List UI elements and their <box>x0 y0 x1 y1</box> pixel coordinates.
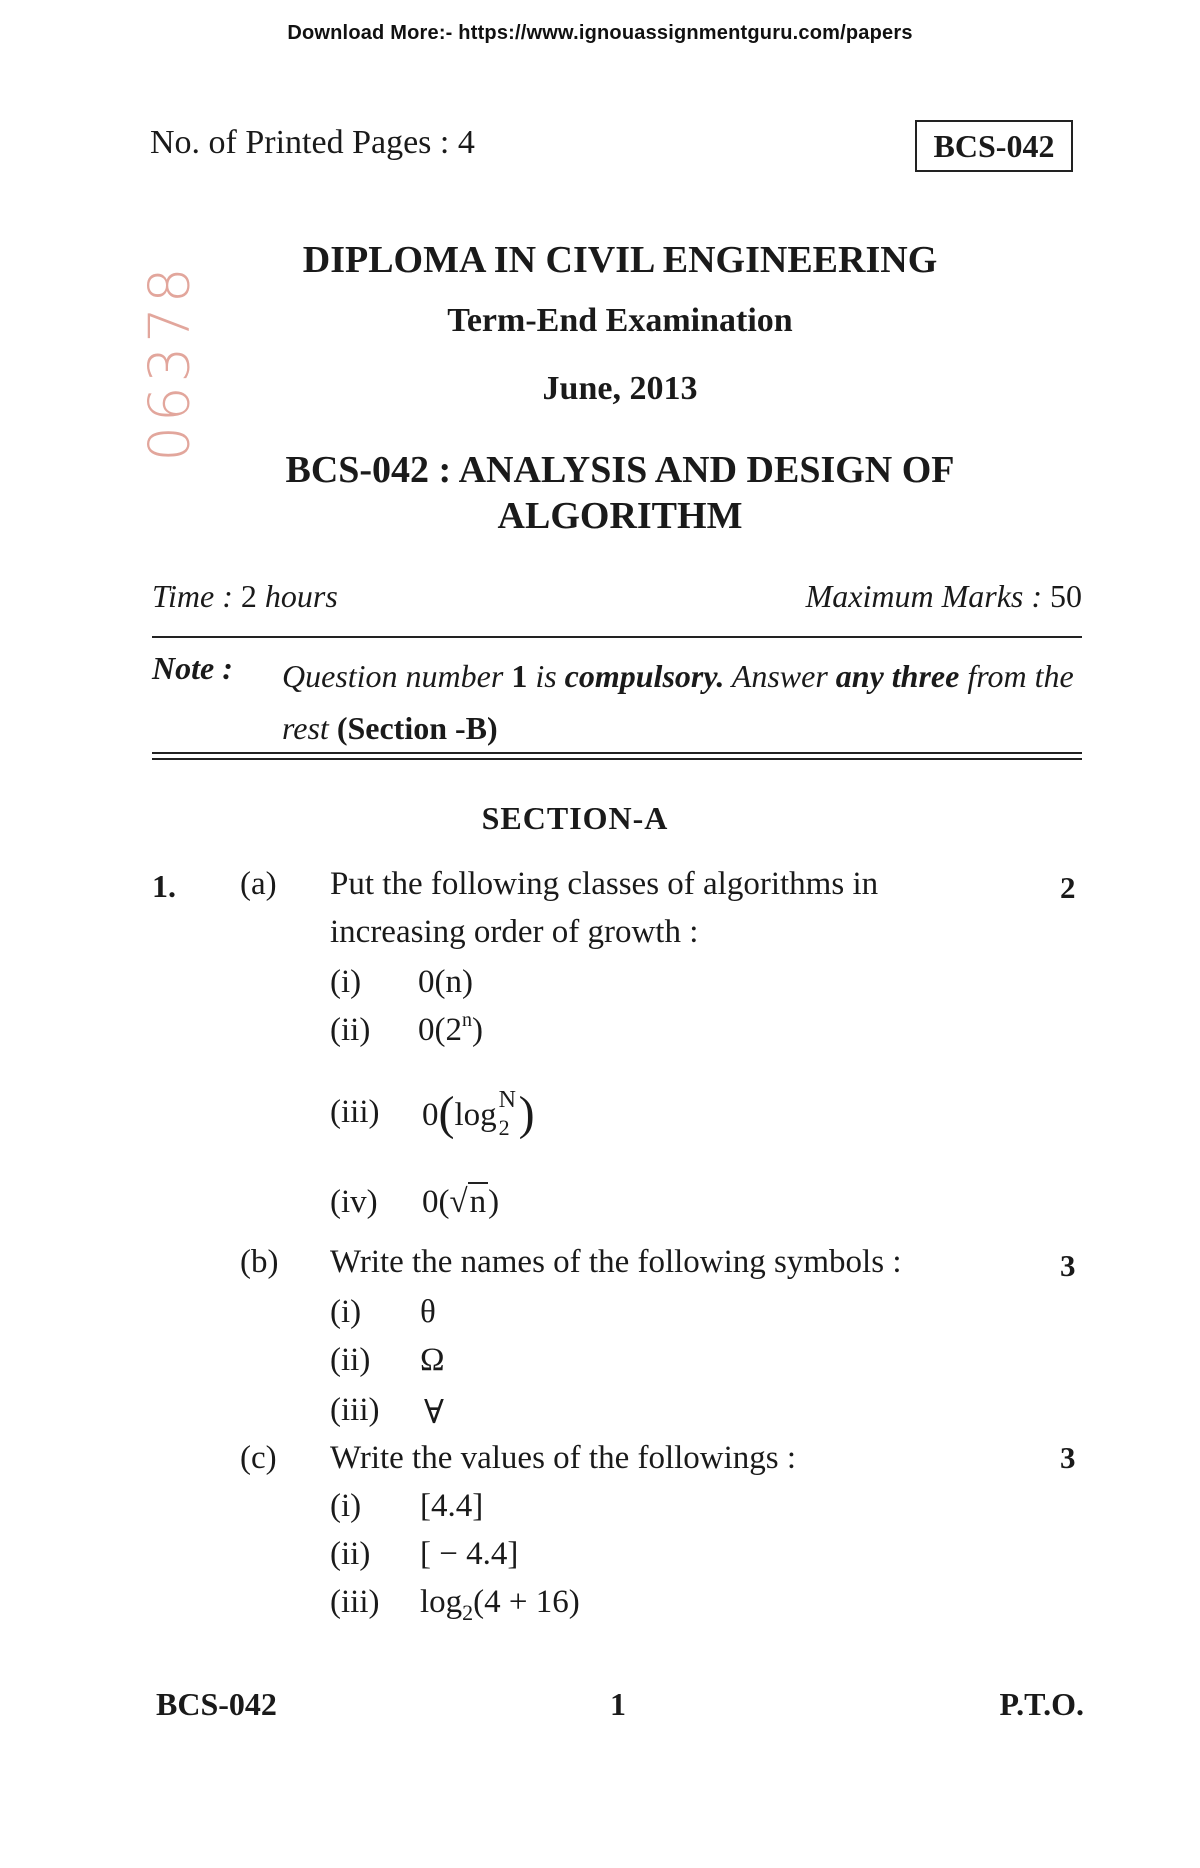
marks: 3 <box>1060 1440 1076 1475</box>
item-label: (iii) <box>330 1392 380 1428</box>
question-text: Put the following classes of algorithms in <box>330 866 879 902</box>
note-part: Question number <box>282 658 512 694</box>
divider <box>152 758 1082 760</box>
item-label: (ii) <box>330 1012 371 1048</box>
time-label: Time : <box>152 578 241 614</box>
item-expression <box>422 1184 499 1221</box>
expr-sub: 2 <box>462 1600 474 1625</box>
note-any-three: any three <box>835 658 960 694</box>
footer-course-code: BCS-042 <box>156 1686 277 1722</box>
course-title-line1: BCS-042 : ANALYSIS AND DESIGN OF <box>285 449 955 491</box>
time-allowed <box>152 578 338 615</box>
expr-subsup <box>497 1087 519 1140</box>
part-label: (c) <box>240 1440 277 1476</box>
time-value: 2 <box>240 578 257 614</box>
time-unit: hours <box>256 578 338 614</box>
item-label: (iv) <box>330 1184 378 1220</box>
item-expression: 0(n) <box>418 964 473 1000</box>
sqrt-glyph: √ <box>449 1184 468 1220</box>
footer-page-number: 1 <box>610 1686 626 1722</box>
item-symbol: Ω <box>420 1342 445 1378</box>
printed-pages: No. of Printed Pages : 4 <box>150 124 475 161</box>
note-part: is <box>527 658 565 694</box>
course-code-box: BCS-042 <box>915 120 1073 172</box>
divider <box>152 752 1082 754</box>
expr-part: ) <box>488 1184 500 1220</box>
part-label: (b) <box>240 1244 279 1280</box>
serial-stamp: 06378 <box>137 263 203 462</box>
item-symbol: θ <box>420 1294 436 1330</box>
section-heading: SECTION-A <box>481 800 669 836</box>
question-text: Write the values of the followings : <box>330 1440 797 1476</box>
course-title-line2: ALGORITHM <box>497 495 743 537</box>
expr-sub: 2 <box>498 1115 510 1140</box>
expr-part: 0 <box>422 1097 439 1133</box>
note-text <box>282 650 1082 754</box>
exam-session: June, 2013 <box>542 370 698 407</box>
item-label: (i) <box>330 964 362 1000</box>
expr-part: 0( <box>422 1184 450 1220</box>
radicand: n <box>469 1184 487 1220</box>
item-label: (iii) <box>330 1094 380 1130</box>
note-section-b: (Section -B) <box>336 710 498 746</box>
divider <box>152 636 1082 638</box>
expr-part: (4 + 16) <box>473 1584 580 1620</box>
exam-title: Term-End Examination <box>447 302 793 339</box>
note-part: Answer <box>724 658 836 694</box>
item-expression: [ − 4.4] <box>420 1536 519 1572</box>
expr-log: log <box>420 1584 463 1620</box>
question-text: Write the names of the following symbols : <box>330 1244 902 1280</box>
item-label: (i) <box>330 1294 362 1330</box>
expr-part: ) <box>472 1012 483 1048</box>
marks: 3 <box>1060 1248 1076 1283</box>
item-expression <box>422 1082 535 1140</box>
programme-title: DIPLOMA IN CIVIL ENGINEERING <box>302 239 938 281</box>
item-expression: [4.4] <box>420 1488 484 1524</box>
footer-pto: P.T.O. <box>999 1686 1084 1722</box>
item-expression <box>420 1584 580 1625</box>
item-label: (iii) <box>330 1584 380 1620</box>
question-text: increasing order of growth : <box>330 914 699 950</box>
item-label: (i) <box>330 1488 362 1524</box>
note-number: 1 <box>511 658 528 694</box>
item-expression <box>418 1009 483 1049</box>
expr-sup: n <box>462 1009 472 1031</box>
note-compulsory: compulsory. <box>564 658 725 694</box>
open-paren-glyph: ( <box>438 1087 455 1140</box>
item-label: (ii) <box>330 1342 371 1378</box>
marks: 2 <box>1060 870 1076 905</box>
marks-label: Maximum Marks : <box>805 578 1050 614</box>
expr-log: log <box>454 1097 497 1133</box>
note-label: Note : <box>152 650 233 686</box>
question-number: 1. <box>152 868 176 904</box>
expr-sup: N <box>498 1087 516 1113</box>
close-paren-glyph: ) <box>518 1087 535 1140</box>
item-label: (ii) <box>330 1536 371 1572</box>
maximum-marks <box>806 578 1082 615</box>
download-banner: Download More:- https://www.ignouassignmentguru.com/papers <box>287 22 913 44</box>
item-symbol: ∀ <box>424 1395 444 1431</box>
note-part: from the rest <box>282 658 1074 746</box>
marks-value: 50 <box>1050 578 1082 614</box>
expr-part: 0(2 <box>418 1012 462 1048</box>
part-label: (a) <box>240 866 277 902</box>
